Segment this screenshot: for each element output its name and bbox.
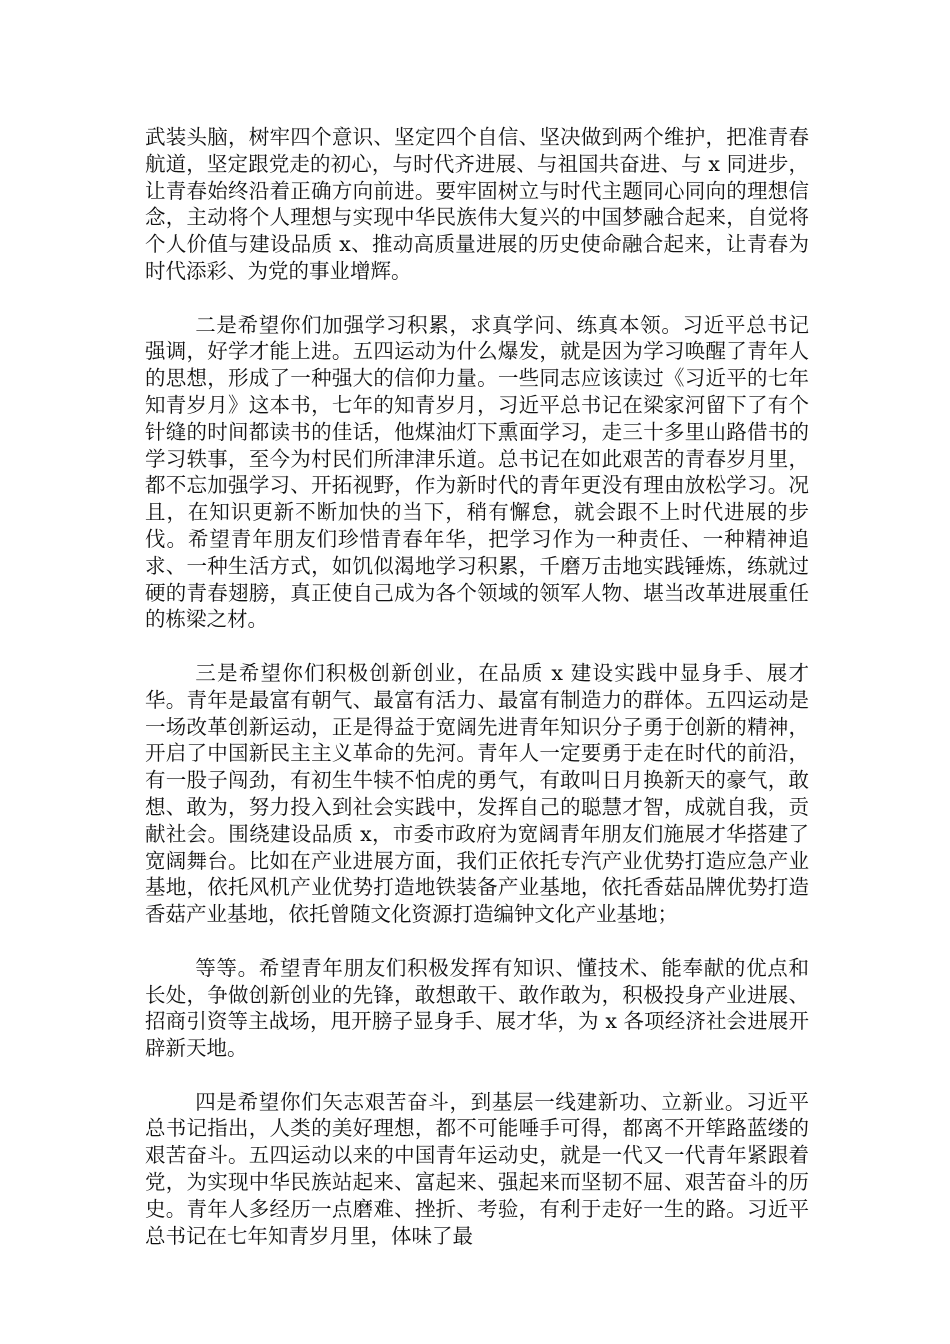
paragraph-study: 二是希望你们加强学习积累，求真学问、练真本领。习近平总书记强调，好学才能上进。五四运动为什么爆发，就是因为学习唤醒了青年人的思想，形成了一种强大的信仰力量。一些同志应该读过《习近平的七年知青岁月》这本书，七年的知青岁月，习近平总书记在梁家河留下了有个针缝的时间都读书的佳话，他煤油灯下熏面学习，走三十多里山路借书的学习轶事，至今为村民们所津津乐道。总书记在如此艰苦的青春岁月里，都不忘加强学习、开拓视野，作为新时代的青年更没有理由放松学习。况且，在知识更新不断加快的当下，稍有懈怠，就会跟不上时代进展的步伐。希望青年朋友们珍惜青春年华，把学习作为一种责任、一种精神追求、一种生活方式，如饥似渴地学习积累，千磨万击地实践锤炼，练就过硬的青春翅膀，真正使自己成为各个领域的领军人物、堪当改革进展重任的栋梁之材。	[145, 312, 809, 632]
paragraph-struggle: 四是希望你们矢志艰苦奋斗，到基层一线建新功、立新业。习近平总书记指出，人类的美好理想，都不可能唾手可得，都离不开筚路蓝缕的艰苦奋斗。五四运动以来的中国青年运动史，就是一代又一代青年紧跟着党，为实现中华民族站起来、富起来、强起来而坚韧不屈、艰苦奋斗的历史。青年人多经历一点磨难、挫折、考验，有利于走好一生的路。习近平总书记在七年知青岁月里，体味了最	[145, 1089, 809, 1248]
document-body	[145, 124, 809, 1276]
paragraph-etc: 等等。希望青年朋友们积极发挥有知识、懂技术、能奉献的优点和长处，争做创新创业的先锋，敢想敢干、敢作敢为，积极投身产业进展、招商引资等主战场，甩开膀子显身手、展才华，为 x 各项经济社会进展开辟新天地。	[145, 955, 809, 1061]
paragraph-continuation: 武装头脑，树牢四个意识、坚定四个自信、坚决做到两个维护，把准青春航道，坚定跟党走的初心，与时代齐进展、与祖国共奋进、与 x 同进步，让青春始终沿着正确方向前进。要牢固树立与时代主题同心同向的理想信念，主动将个人理想与实现中华民族伟大复兴的中国梦融合起来，自觉将个人价值与建设品质 x、推动高质量进展的历史使命融合起来，让青春为时代添彩、为党的事业增辉。	[145, 125, 809, 283]
paragraph-innovation: 三是希望你们积极创新创业，在品质 x 建设实践中显身手、展才华。青年是最富有朝气、最富有活力、最富有制造力的群体。五四运动是一场改革创新运动，正是得益于宽阔先进青年知识分子勇于创新的精神，开启了中国新民主主义革命的先河。青年人一定要勇于走在时代的前沿，有一股子闯劲，有初生牛犊不怕虎的勇气，有敢叫日月换新天的豪气，敢想、敢为，努力投入到社会实践中，发挥自己的聪慧才智，成就自我，贡献社会。围绕建设品质 x，市委市政府为宽阔青年朋友们施展才华搭建了宽阔舞台。比如在产业进展方面，我们正依托专汽产业优势打造应急产业基地，依托风机产业优势打造地铁装备产业基地，依托香菇品牌优势打造香菇产业基地，依托曾随文化资源打造编钟文化产业基地；	[145, 660, 809, 927]
